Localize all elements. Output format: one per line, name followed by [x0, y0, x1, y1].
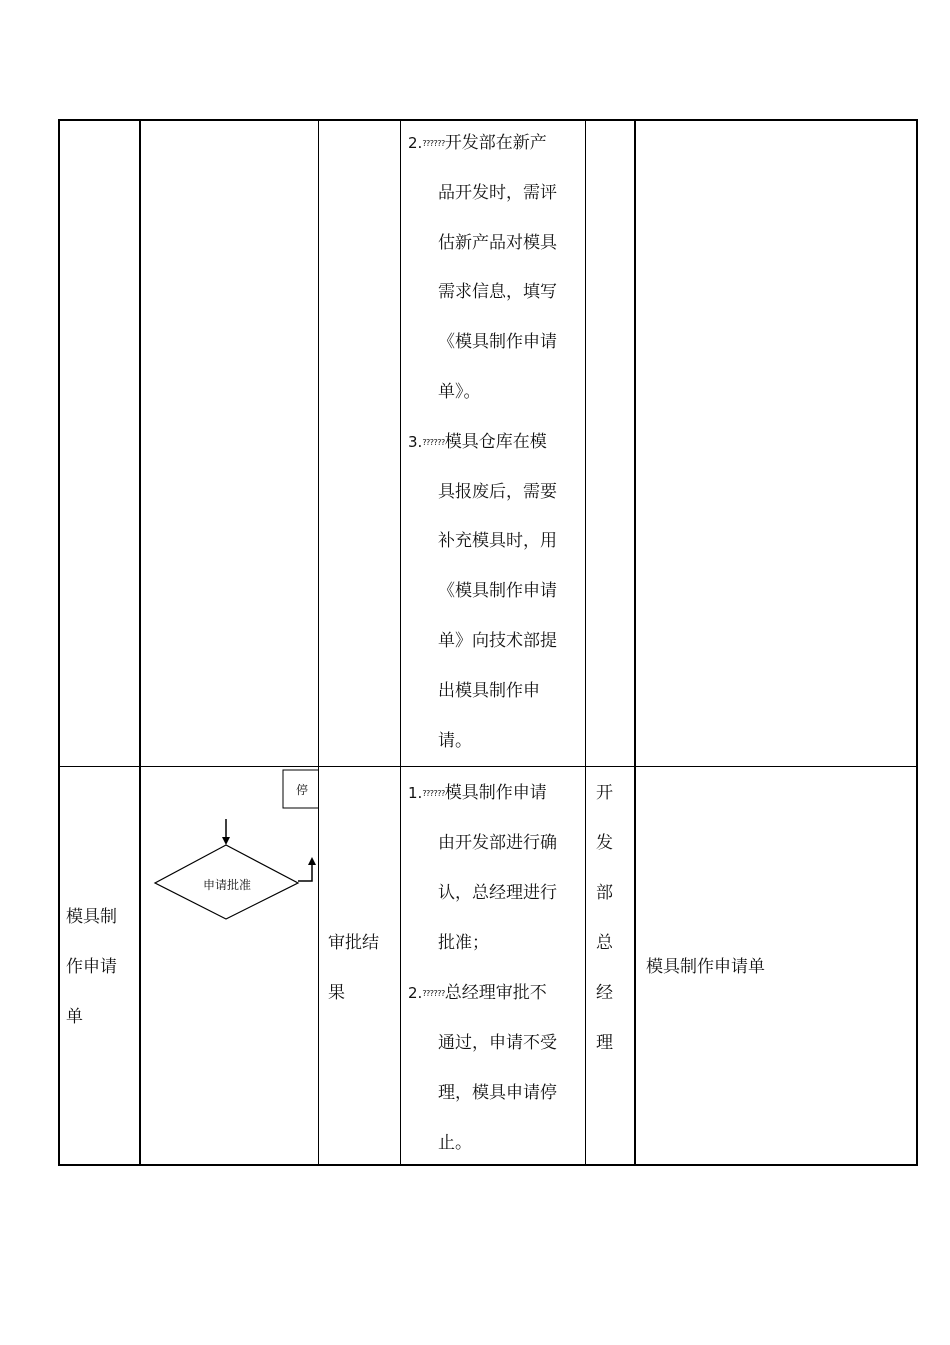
output-line: 审批结	[328, 933, 379, 953]
description-line: 2.??????开发部在新产	[408, 133, 547, 153]
description-line: 由开发部进行确	[438, 833, 557, 853]
description-line: 《模具制作申请	[438, 581, 557, 601]
description-line: 品开发时，需评	[438, 183, 557, 203]
stage-line: 模具制	[66, 907, 117, 927]
stage-line: 单	[66, 1007, 83, 1027]
responsible-char: 发	[596, 833, 613, 853]
flowchart	[141, 767, 318, 927]
responsible-char: 总	[596, 933, 613, 953]
description-line: 2.??????总经理审批不	[408, 983, 547, 1003]
description-line: 《模具制作申请	[438, 332, 557, 352]
description-line: 估新产品对模具	[438, 233, 557, 253]
description-line: 出模具制作申	[438, 681, 540, 701]
reject-connector	[298, 861, 312, 881]
description-line: 3.??????模具仓库在模	[408, 432, 547, 452]
col-divider-2	[139, 119, 141, 1166]
col-divider-5	[585, 119, 586, 1166]
responsible-char: 部	[596, 883, 613, 903]
col-divider-6	[634, 119, 636, 1166]
table-bottom-border	[58, 1164, 918, 1166]
responsible-char: 经	[596, 983, 613, 1003]
responsible-char: 理	[596, 1033, 613, 1053]
responsible-char: 开	[596, 783, 613, 803]
table-top-border	[58, 119, 918, 121]
description-line: 认，总经理进行	[438, 883, 557, 903]
description-line: 理，模具申请停	[438, 1083, 557, 1103]
description-line: 批准；	[438, 933, 489, 953]
description-line: 通过，申请不受	[438, 1033, 557, 1053]
output-line: 果	[328, 983, 345, 1003]
decision-label: 申请批准	[202, 878, 252, 892]
col-divider-7	[916, 119, 918, 1166]
col-divider-4	[400, 119, 401, 1166]
description-line: 单》。	[438, 382, 481, 402]
col-divider-1	[58, 119, 60, 1166]
col-divider-3	[318, 119, 319, 1166]
description-line: 补充模具时，用	[438, 531, 557, 551]
related-document: 模具制作申请单	[646, 957, 765, 977]
stop-label: 停	[295, 783, 309, 797]
description-line: 单》向技术部提	[438, 631, 557, 651]
description-line: 请。	[438, 731, 472, 751]
description-line: 具报废后，需要	[438, 482, 557, 502]
description-line: 1.??????模具制作申请	[408, 783, 547, 803]
description-line: 需求信息，填写	[438, 282, 557, 302]
description-line: 止。	[438, 1133, 472, 1153]
stage-line: 作申请	[66, 957, 117, 977]
